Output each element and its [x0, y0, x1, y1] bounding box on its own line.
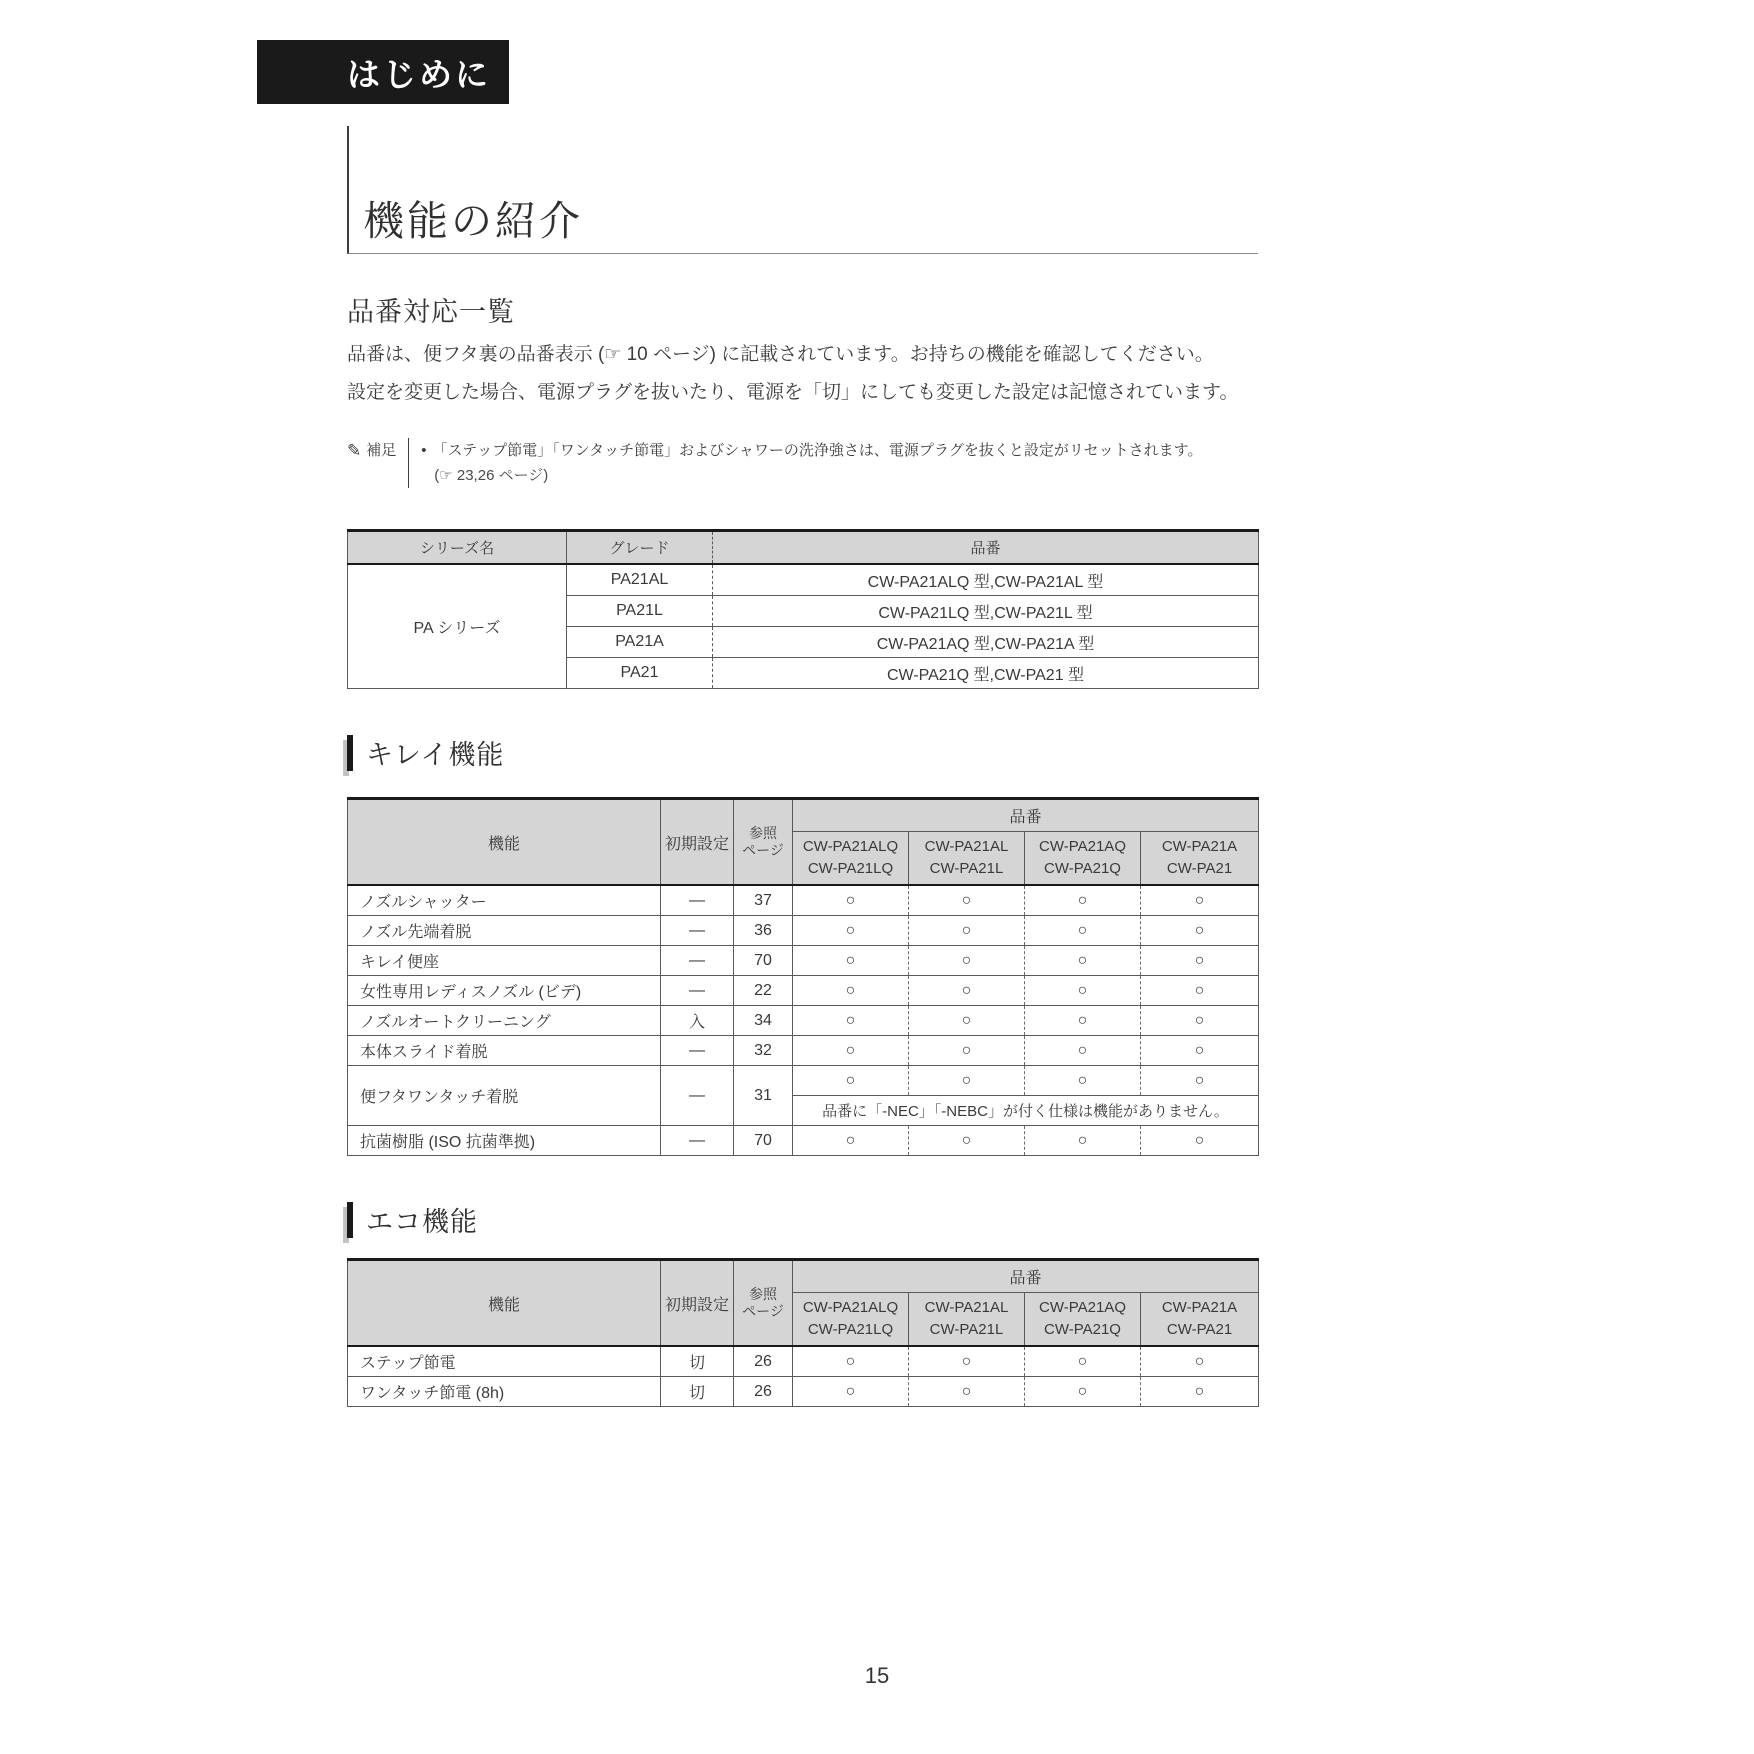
series-name-cell: PA シリーズ — [348, 564, 567, 689]
support-mark-cell: ○ — [793, 946, 909, 976]
col-header-series: シリーズ名 — [348, 531, 567, 565]
support-mark-cell: ○ — [1025, 1126, 1141, 1156]
col-header-model-2: CW-PA21AL CW-PA21L — [909, 832, 1025, 886]
note-page-ref: (☞ 23,26 ページ) — [434, 467, 549, 484]
grade-cell: PA21L — [567, 596, 713, 627]
support-mark-cell: ○ — [909, 1036, 1025, 1066]
col-header-function: 機能 — [348, 799, 661, 886]
feature-name-cell: 女性専用レディスノズル (ビデ) — [348, 976, 661, 1006]
support-mark-cell: ○ — [793, 885, 909, 916]
section-heading-kirei — [347, 733, 504, 772]
support-mark-cell: ○ — [1141, 1006, 1259, 1036]
support-mark-cell: ○ — [1141, 885, 1259, 916]
col-header-grade: グレード — [567, 531, 713, 565]
support-mark-cell: ○ — [909, 1377, 1025, 1407]
table-header-row — [348, 531, 1259, 565]
col-header-model-3: CW-PA21AQ CW-PA21Q — [1025, 832, 1141, 886]
table-row — [348, 564, 1259, 596]
support-mark-cell: ○ — [793, 1346, 909, 1377]
support-mark-cell: ○ — [1025, 1006, 1141, 1036]
support-mark-cell: ○ — [1025, 1346, 1141, 1377]
refpage-cell: 36 — [734, 916, 793, 946]
section-heading-eco-label: エコ機能 — [366, 1207, 478, 1237]
col-header-default: 初期設定 — [661, 799, 734, 886]
exception-note-cell: 品番に「-NEC」「-NEBC」が付く仕様は機能がありません。 — [793, 1096, 1259, 1126]
refpage-cell: 70 — [734, 946, 793, 976]
support-mark-cell: ○ — [793, 976, 909, 1006]
col-header-model-3: CW-PA21AQ CW-PA21Q — [1025, 1293, 1141, 1347]
grade-cell: PA21 — [567, 658, 713, 689]
intro-paragraph — [347, 336, 1258, 412]
feature-name-cell: 本体スライド着脱 — [348, 1036, 661, 1066]
support-mark-cell: ○ — [909, 885, 1025, 916]
table-row — [348, 916, 1259, 946]
default-cell: — — [661, 1036, 734, 1066]
support-mark-cell: ○ — [793, 1066, 909, 1096]
section-heading-eco — [347, 1200, 478, 1239]
support-mark-cell: ○ — [909, 1126, 1025, 1156]
note-body — [421, 438, 1202, 488]
support-mark-cell: ○ — [909, 946, 1025, 976]
feature-name-cell: 抗菌樹脂 (ISO 抗菌準拠) — [348, 1126, 661, 1156]
default-cell: — — [661, 916, 734, 946]
table-row — [348, 946, 1259, 976]
number-cell: CW-PA21Q 型,CW-PA21 型 — [713, 658, 1259, 689]
support-mark-cell: ○ — [1025, 1377, 1141, 1407]
support-mark-cell: ○ — [793, 1006, 909, 1036]
heading-bar — [347, 735, 353, 771]
table-row — [348, 885, 1259, 916]
support-mark-cell: ○ — [1141, 946, 1259, 976]
note-text: 「ステップ節電」「ワンタッチ節電」およびシャワーの洗浄強さは、電源プラグを抜くと設定がリセットされます。 — [432, 442, 1203, 459]
default-cell: 入 — [661, 1006, 734, 1036]
default-cell: — — [661, 976, 734, 1006]
grade-cell: PA21AL — [567, 564, 713, 596]
col-header-model-4: CW-PA21A CW-PA21 — [1141, 1293, 1259, 1347]
pencil-icon: ✎ — [347, 441, 362, 460]
default-cell: 切 — [661, 1346, 734, 1377]
page-number: 15 — [864, 1663, 890, 1688]
support-mark-cell: ○ — [793, 1036, 909, 1066]
intro-line1: 品番は、便フタ裏の品番表示 (☞ 10 ページ) に記載されています。お持ちの機能を確認してください。 — [347, 344, 1214, 365]
refpage-cell: 26 — [734, 1377, 793, 1407]
refpage-cell: 31 — [734, 1066, 793, 1126]
feature-name-cell: ノズル先端着脱 — [348, 916, 661, 946]
default-cell: 切 — [661, 1377, 734, 1407]
refpage-cell: 37 — [734, 885, 793, 916]
support-mark-cell: ○ — [1025, 1066, 1141, 1096]
support-mark-cell: ○ — [1141, 1126, 1259, 1156]
supplement-note — [347, 438, 1203, 488]
table-row — [348, 1346, 1259, 1377]
chapter-tab — [257, 40, 509, 104]
default-cell: — — [661, 1066, 734, 1126]
support-mark-cell: ○ — [1141, 976, 1259, 1006]
col-header-function: 機能 — [348, 1260, 661, 1347]
support-mark-cell: ○ — [1025, 976, 1141, 1006]
col-header-number-group: 品番 — [793, 799, 1259, 832]
default-cell: — — [661, 946, 734, 976]
feature-name-cell: キレイ便座 — [348, 946, 661, 976]
support-mark-cell: ○ — [793, 916, 909, 946]
support-mark-cell: ○ — [1141, 916, 1259, 946]
number-cell: CW-PA21LQ 型,CW-PA21L 型 — [713, 596, 1259, 627]
support-mark-cell: ○ — [1141, 1036, 1259, 1066]
col-header-model-4: CW-PA21A CW-PA21 — [1141, 832, 1259, 886]
note-bullet-mark: • — [421, 442, 427, 459]
default-cell: — — [661, 885, 734, 916]
col-header-model-1: CW-PA21ALQ CW-PA21LQ — [793, 1293, 909, 1347]
support-mark-cell: ○ — [1025, 946, 1141, 976]
section-heading-kirei-label: キレイ機能 — [366, 740, 505, 770]
chapter-tab-label: はじめに — [347, 55, 491, 93]
refpage-cell: 22 — [734, 976, 793, 1006]
table-row — [348, 1126, 1259, 1156]
heading-bar — [347, 1202, 353, 1238]
page-title-block — [347, 126, 1258, 254]
col-header-default: 初期設定 — [661, 1260, 734, 1347]
feature-name-cell: 便フタワンタッチ着脱 — [348, 1066, 661, 1126]
table-header-row — [348, 799, 1259, 832]
page-title: 機能の紹介 — [363, 198, 583, 244]
support-mark-cell: ○ — [909, 1346, 1025, 1377]
col-header-model-1: CW-PA21ALQ CW-PA21LQ — [793, 832, 909, 886]
support-mark-cell: ○ — [1141, 1346, 1259, 1377]
table-row — [348, 1377, 1259, 1407]
number-cell: CW-PA21ALQ 型,CW-PA21AL 型 — [713, 564, 1259, 596]
support-mark-cell: ○ — [909, 916, 1025, 946]
feature-name-cell: ワンタッチ節電 (8h) — [348, 1377, 661, 1407]
col-header-number: 品番 — [713, 531, 1259, 565]
feature-name-cell: ステップ節電 — [348, 1346, 661, 1377]
support-mark-cell: ○ — [1025, 885, 1141, 916]
table-row — [348, 1006, 1259, 1036]
support-mark-cell: ○ — [1025, 1036, 1141, 1066]
table-header-row — [348, 1260, 1259, 1293]
refpage-cell: 32 — [734, 1036, 793, 1066]
eco-feature-table — [347, 1258, 1259, 1407]
grade-cell: PA21A — [567, 627, 713, 658]
col-header-number-group: 品番 — [793, 1260, 1259, 1293]
col-header-refpage: 参照 ページ — [734, 1260, 793, 1347]
support-mark-cell: ○ — [1141, 1377, 1259, 1407]
number-cell: CW-PA21AQ 型,CW-PA21A 型 — [713, 627, 1259, 658]
section-heading-model-list: 品番対応一覧 — [347, 297, 515, 327]
support-mark-cell: ○ — [909, 1066, 1025, 1096]
refpage-cell: 26 — [734, 1346, 793, 1377]
intro-line2: 設定を変更した場合、電源プラグを抜いたり、電源を「切」にしても変更した設定は記憶されています。 — [347, 382, 1239, 403]
note-label: 補足 — [366, 442, 397, 459]
support-mark-cell: ○ — [1141, 1066, 1259, 1096]
col-header-model-2: CW-PA21AL CW-PA21L — [909, 1293, 1025, 1347]
default-cell: — — [661, 1126, 734, 1156]
support-mark-cell: ○ — [793, 1126, 909, 1156]
feature-name-cell: ノズルオートクリーニング — [348, 1006, 661, 1036]
support-mark-cell: ○ — [793, 1377, 909, 1407]
feature-name-cell: ノズルシャッター — [348, 885, 661, 916]
col-header-refpage: 参照 ページ — [734, 799, 793, 886]
table-row — [348, 1066, 1259, 1096]
model-number-table — [347, 529, 1259, 689]
refpage-cell: 34 — [734, 1006, 793, 1036]
note-label-group — [347, 438, 396, 488]
support-mark-cell: ○ — [1025, 916, 1141, 946]
table-row — [348, 1036, 1259, 1066]
note-divider — [408, 438, 409, 488]
support-mark-cell: ○ — [909, 976, 1025, 1006]
kirei-feature-table — [347, 797, 1259, 1156]
table-row — [348, 976, 1259, 1006]
support-mark-cell: ○ — [909, 1006, 1025, 1036]
refpage-cell: 70 — [734, 1126, 793, 1156]
